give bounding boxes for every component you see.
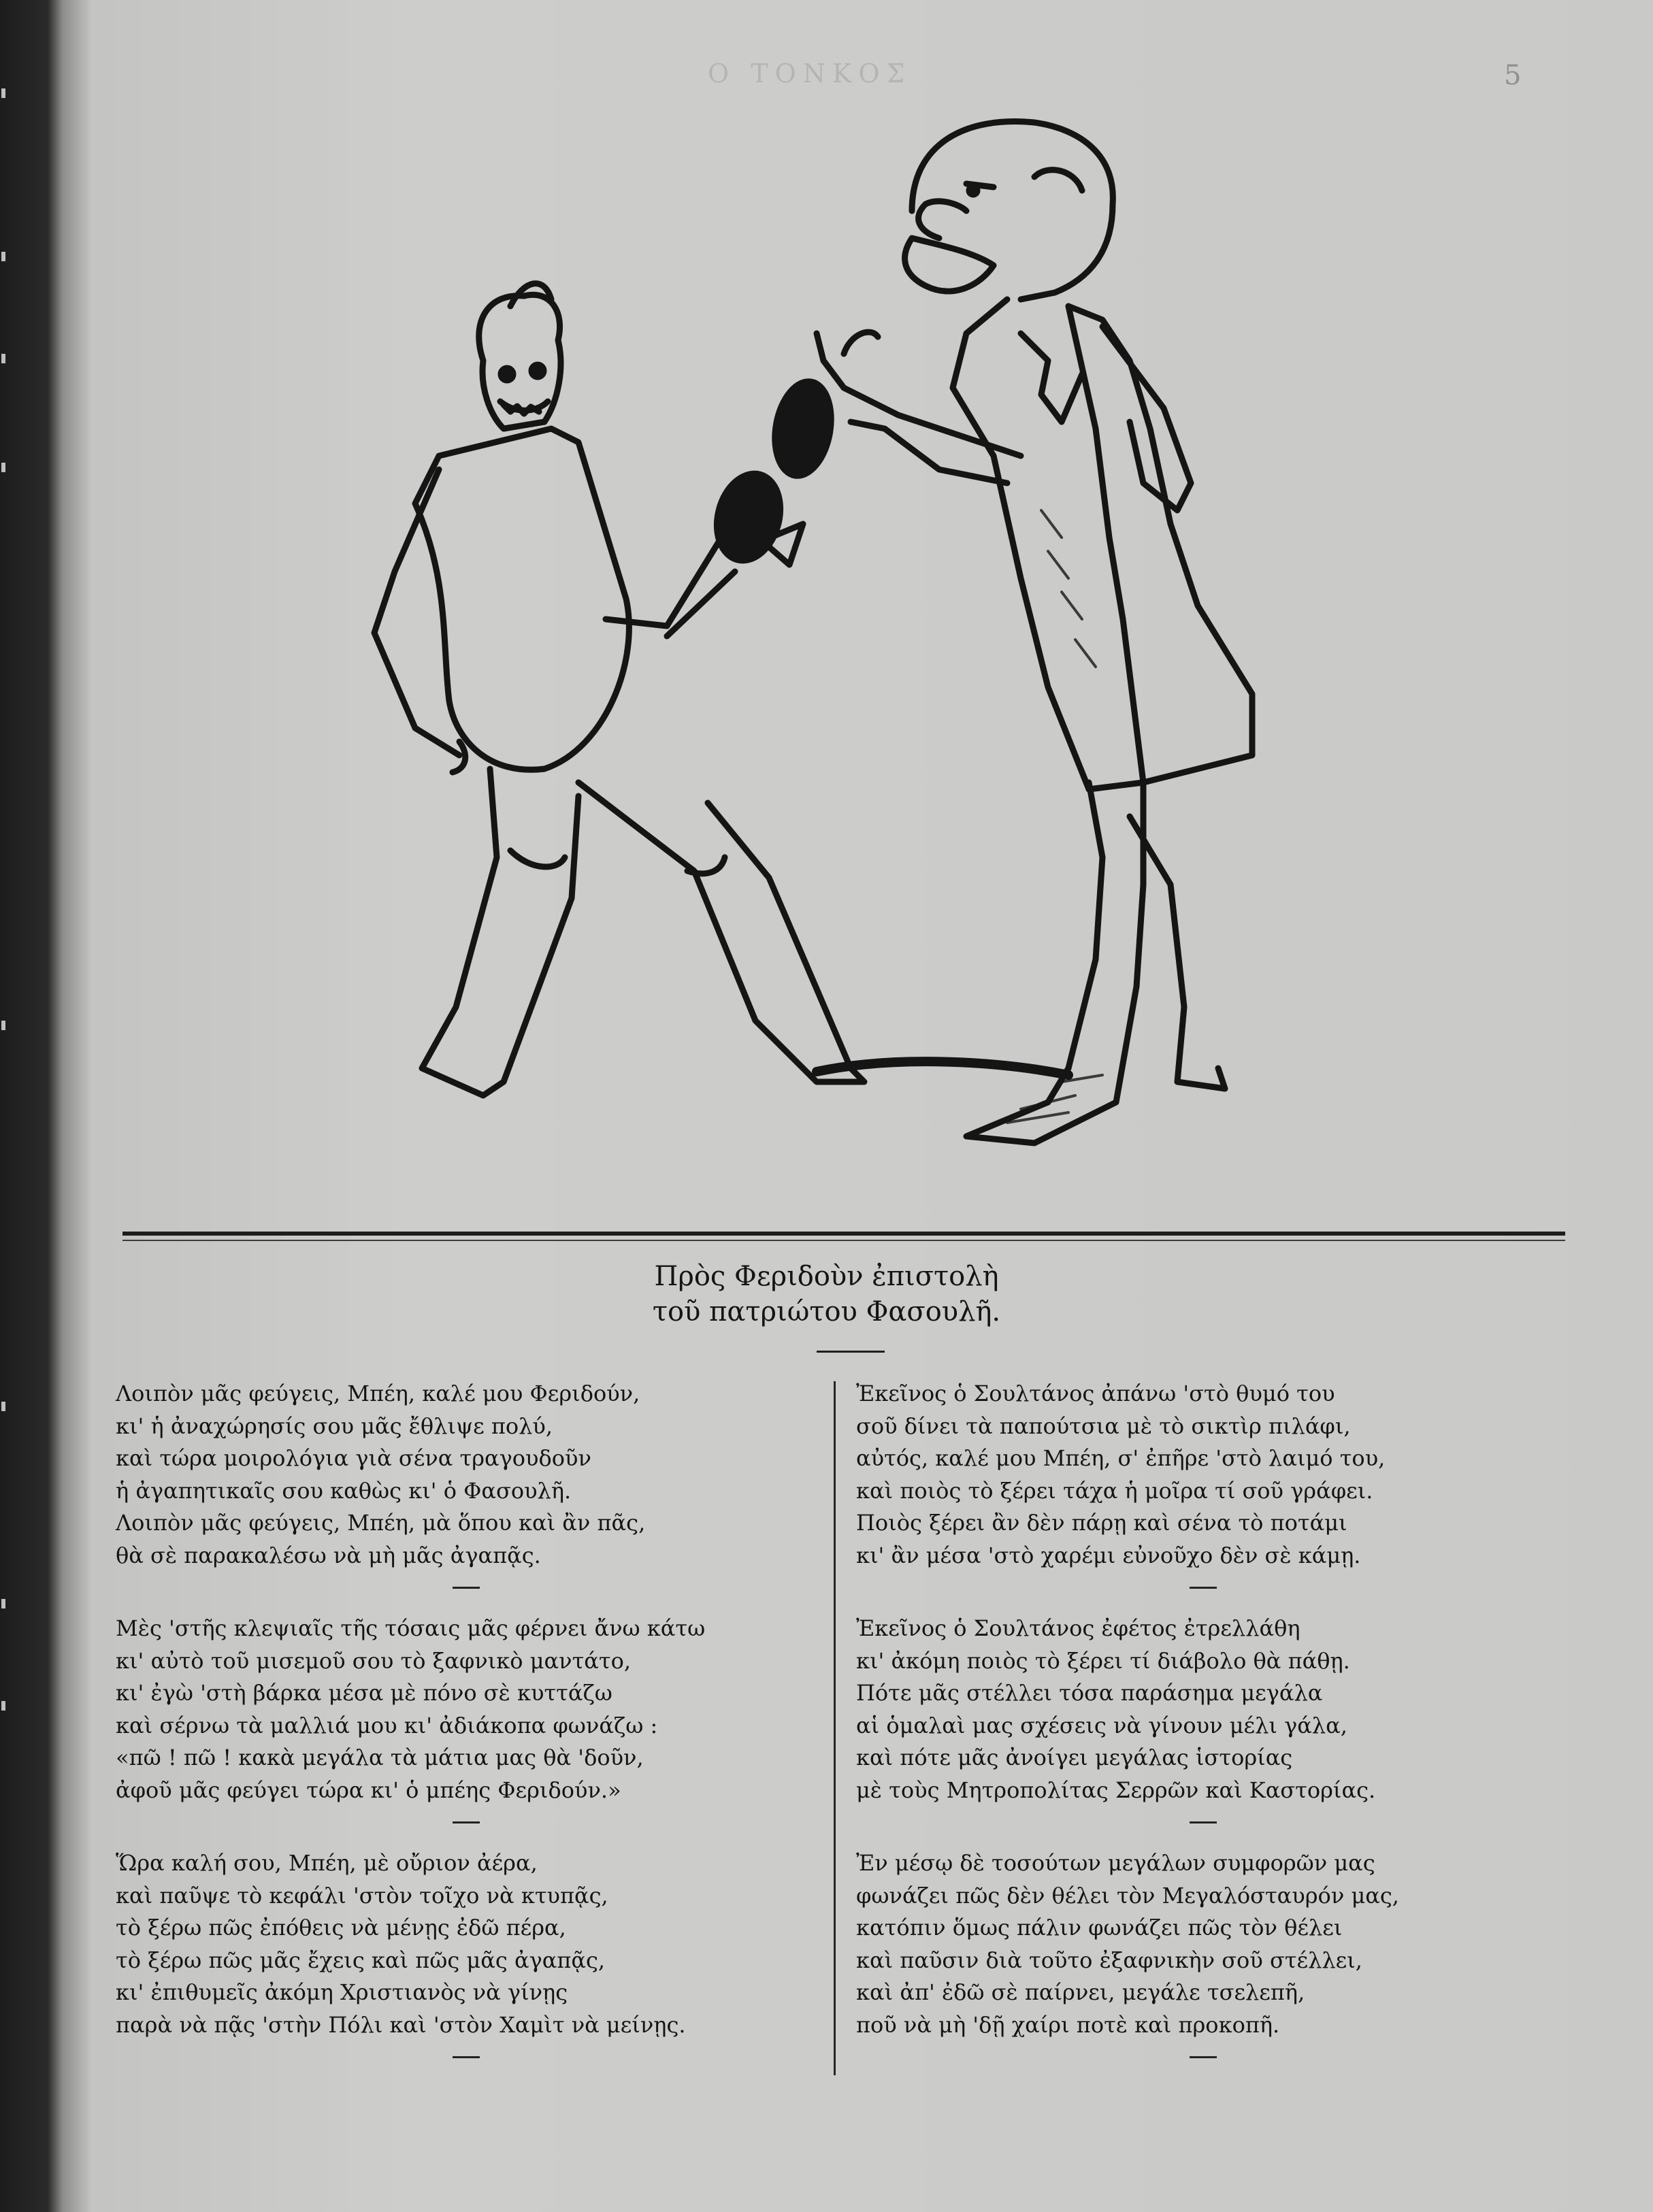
verse-line: Λοιπὸν μᾶς φεύγεις, Μπέη, μὰ ὅπου καὶ ἂν πᾶς, — [116, 1510, 646, 1536]
stanza — [116, 1613, 817, 1806]
verse-line: ἀφοῦ μᾶς φεύγει τώρα κι' ὁ μπέης Φεριδούν.» — [116, 1777, 621, 1803]
verse-line: κι' ἂν μέσα 'στὸ χαρέμι εὐνοῦχο δὲν σὲ κάμῃ. — [856, 1542, 1361, 1568]
verse-line: Ὥρα καλή σου, Μπέη, μὲ οὔριον ἀέρα, — [116, 1850, 538, 1876]
title-line-1: Πρὸς Φεριδοὺν ἐπιστολὴ — [654, 1261, 999, 1292]
verse-line: Πότε μᾶς στέλλει τόσα παράσημα μεγάλα — [856, 1680, 1323, 1706]
poem-column-left — [116, 1378, 817, 2082]
title-line-2: τοῦ πατριώτου Φασουλῆ. — [652, 1296, 1001, 1327]
verse-line: παρὰ νὰ πᾷς 'στὴν Πόλι καὶ 'στὸν Χαμὶτ νὰ μείνῃς. — [116, 2011, 686, 2038]
poem-title — [0, 1259, 1653, 1330]
verse-line: κι' ἐπιθυμεῖς ἀκόμη Χριστιανὸς νὰ γίνῃς — [116, 1979, 568, 2005]
verse-line: κατόπιν ὅμως πάλιν φωνάζει πῶς τὸν θέλει — [856, 1915, 1343, 1941]
verse-line: κι' ἀκόμη ποιὸς τὸ ξέρει τί διάβολο θὰ πάθῃ. — [856, 1647, 1350, 1674]
verse-line: Ἐν μέσῳ δὲ τοσούτων μεγάλων συμφορῶν μας — [856, 1850, 1375, 1876]
stanza-separator — [1190, 1587, 1217, 1589]
verse-line: καὶ πότε μᾶς ἀνοίγει μεγάλας ἱστορίας — [856, 1745, 1293, 1770]
section-divider — [122, 1232, 1565, 1236]
stanza-separator — [453, 2056, 480, 2058]
verse-line: αὐτός, καλέ μου Μπέη, σ' ἐπῆρε 'στὸ λαιμό του, — [856, 1445, 1386, 1471]
verse-line: Ποιὸς ξέρει ἂν δὲν πάρῃ καὶ σένα τὸ ποτάμι — [856, 1510, 1347, 1536]
stanza-separator — [453, 1821, 480, 1823]
stanza-separator — [453, 1587, 480, 1589]
poem-column-right — [856, 1378, 1550, 2082]
verse-line: κι' αὐτὸ τοῦ μισεμοῦ σου τὸ ξαφνικὸ μαντάτο, — [116, 1647, 632, 1674]
verse-line: Λοιπὸν μᾶς φεύγεις, Μπέη, καλέ μου Φεριδούν, — [116, 1381, 640, 1406]
stanza — [116, 1847, 817, 2041]
verse-line: «πῶ ! πῶ ! κακὰ μεγάλα τὰ μάτια μας θὰ 'δοῦν, — [116, 1745, 644, 1770]
stanza — [856, 1847, 1550, 2041]
verse-line: καὶ ποιὸς τὸ ξέρει τάχα ἡ μοῖρα τί σοῦ γράφει. — [856, 1477, 1373, 1504]
verse-line: τὸ ξέρω πῶς μᾶς ἔχεις καὶ πῶς μᾶς ἀγαπᾷς, — [116, 1947, 606, 1973]
stanza-separator — [1190, 1821, 1217, 1823]
verse-line: καὶ παῦσιν διὰ τοῦτο ἐξαφνικὴν σοῦ στέλλει, — [856, 1947, 1362, 1973]
verse-line: φωνάζει πῶς δὲν θέλει τὸν Μεγαλόσταυρόν μας, — [856, 1882, 1399, 1909]
stanza-separator — [1190, 2056, 1217, 2058]
stanza — [116, 1378, 817, 1572]
verse-line: καὶ σέρνω τὰ μαλλιά μου κι' ἀδιάκοπα φωνάζω : — [116, 1712, 658, 1738]
verse-line: αἱ ὁμαλαὶ μας σχέσεις νὰ γίνουν μέλι γάλα, — [856, 1712, 1347, 1738]
verse-line: καὶ παῦψε τὸ κεφάλι 'στὸν τοῖχο νὰ κτυπᾷς, — [116, 1882, 608, 1909]
verse-line: τὸ ξέρω πῶς ἐπόθεις νὰ μένῃς ἐδῶ πέρα, — [116, 1915, 566, 1941]
verse-line: Ἐκεῖνος ὁ Σουλτάνος ἐφέτος ἐτρελλάθη — [856, 1615, 1300, 1641]
running-title: Ο ΤΟΝΚΟΣ — [708, 59, 912, 88]
caricature-illustration — [286, 102, 1388, 1177]
verse-line: καὶ τώρα μοιρολόγια γιὰ σένα τραγουδοῦν — [116, 1445, 591, 1471]
verse-line: καὶ ἀπ' ἐδῶ σὲ παίρνει, μεγάλε τσελεπῆ, — [856, 1979, 1305, 2005]
verse-line: Ἐκεῖνος ὁ Σουλτάνος ἀπάνω 'στὸ θυμό του — [856, 1381, 1335, 1406]
verse-line: σοῦ δίνει τὰ παπούτσια μὲ τὸ σικτὶρ πιλάφι, — [856, 1413, 1351, 1439]
verse-line: κι' ἐγὼ 'στὴ βάρκα μέσα μὲ πόνο σὲ κυττάζω — [116, 1680, 612, 1706]
verse-line: θὰ σὲ παρακαλέσω νὰ μὴ μᾶς ἀγαπᾷς. — [116, 1542, 541, 1568]
verse-line: ἡ ἀγαπητικαῖς σου καθὼς κι' ὁ Φασουλῆ. — [116, 1477, 572, 1504]
stanza — [856, 1613, 1550, 1806]
column-divider — [834, 1381, 836, 2075]
page-number: 5 — [1504, 60, 1522, 91]
verse-line: κι' ἡ ἀναχώρησίς σου μᾶς ἔθλιψε πολύ, — [116, 1413, 553, 1439]
bey-figure-with-coat — [768, 122, 1252, 1143]
verse-line: ποῦ νὰ μὴ 'δῇ χαίρι ποτὲ καὶ προκοπῆ. — [856, 2011, 1280, 2038]
section-divider-thin — [122, 1240, 1565, 1241]
title-dash — [817, 1351, 885, 1353]
verse-line: Μὲς 'στῆς κλεψιαῖς τῆς τόσαις μᾶς φέρνει ἄνω κάτω — [116, 1615, 706, 1641]
stanza — [856, 1378, 1550, 1572]
verse-line: μὲ τοὺς Μητροπολίτας Σερρῶν καὶ Καστορίας. — [856, 1777, 1376, 1803]
